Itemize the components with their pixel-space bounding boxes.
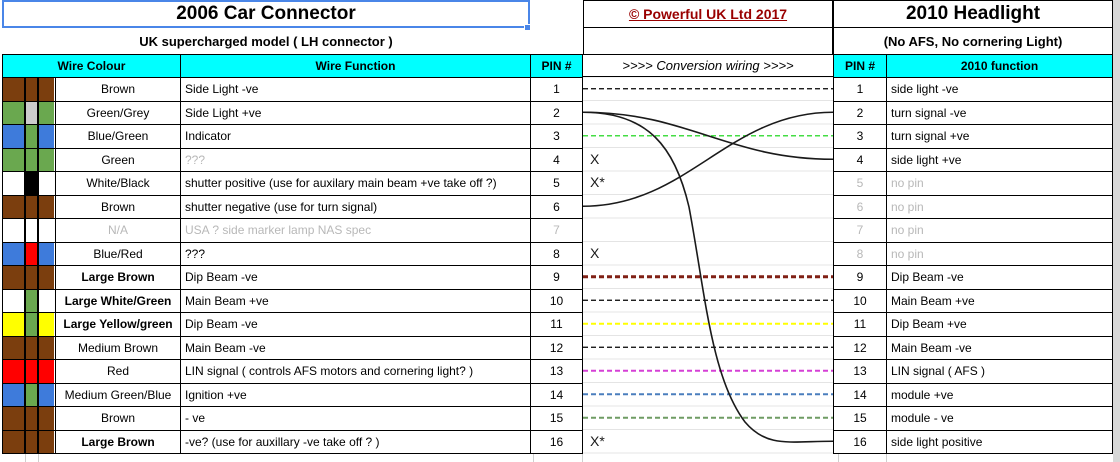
wire-colour-name[interactable]: Medium Brown — [56, 337, 181, 361]
left-title-cell[interactable]: 2006 Car Connector — [2, 0, 530, 28]
wire-colour-name[interactable]: White/Black — [56, 172, 181, 196]
headlight-function[interactable]: no pin — [887, 243, 1113, 267]
wire-colour-band-stripe — [24, 149, 39, 172]
wire-colour-band-stripe — [24, 125, 39, 148]
headlight-function[interactable]: Dip Beam -ve — [887, 266, 1113, 290]
wire-colour-band-stripe — [24, 384, 39, 407]
wire-colour-band-stripe — [24, 266, 39, 289]
no-connection-mark: X — [590, 244, 600, 261]
wire-pin-number[interactable]: 9 — [531, 266, 583, 290]
wire-colour-band-outer — [39, 125, 54, 148]
wire-colour-band-outer — [3, 102, 24, 125]
header-wire-colour[interactable]: Wire Colour — [3, 55, 181, 78]
wire-function[interactable]: Indicator — [181, 125, 531, 149]
wire-pin-number[interactable]: 12 — [531, 337, 583, 361]
headlight-pin-number[interactable]: 5 — [834, 172, 887, 196]
wire-function[interactable]: Side Light +ve — [181, 102, 531, 126]
headlight-pin-number[interactable]: 4 — [834, 149, 887, 173]
wire-pin-number[interactable]: 5 — [531, 172, 583, 196]
wire-colour-swatch[interactable] — [3, 337, 56, 361]
wire-colour-band-outer — [3, 337, 24, 360]
wire-colour-name[interactable]: Blue/Green — [56, 125, 181, 149]
wire-colour-name[interactable]: Green — [56, 149, 181, 173]
headlight-function[interactable]: module - ve — [887, 407, 1113, 431]
headlight-function[interactable]: side light positive — [887, 431, 1113, 455]
wire-colour-band-outer — [3, 149, 24, 172]
wire-colour-swatch[interactable] — [3, 431, 56, 455]
headlight-pin-number[interactable]: 7 — [834, 219, 887, 243]
wire-pin-number[interactable]: 16 — [531, 431, 583, 455]
wire-colour-band-outer — [3, 78, 24, 101]
wire-colour-band-outer — [3, 431, 24, 454]
headlight-pin-number[interactable]: 3 — [834, 125, 887, 149]
wire-pin-number[interactable]: 14 — [531, 384, 583, 408]
wire-colour-band-outer — [3, 407, 24, 430]
wire-colour-swatch[interactable] — [3, 172, 56, 196]
gridline-stub — [533, 454, 534, 462]
wire-function[interactable]: USA ? side marker lamp NAS spec — [181, 219, 531, 243]
gridline-stub — [838, 454, 839, 462]
left-subtitle-cell[interactable]: UK supercharged model ( LH connector ) — [139, 33, 393, 49]
wire-colour-band-outer — [3, 266, 24, 289]
wire-colour-swatch[interactable] — [3, 360, 56, 384]
headlight-pin-number[interactable]: 12 — [834, 337, 887, 361]
wire-colour-name[interactable]: Brown — [56, 196, 181, 220]
wire-colour-band-outer — [39, 313, 54, 336]
wire-colour-band-outer — [39, 172, 54, 195]
wire-colour-name[interactable]: Brown — [56, 78, 181, 102]
headlight-function[interactable]: no pin — [887, 172, 1113, 196]
wire-pin-number[interactable]: 2 — [531, 102, 583, 126]
wire-colour-name[interactable]: Medium Green/Blue — [56, 384, 181, 408]
wire-colour-band-outer — [39, 431, 54, 454]
right-title-cell[interactable]: 2010 Headlight — [833, 0, 1113, 28]
wire-colour-band-stripe — [24, 219, 39, 242]
no-connection-mark: X* — [590, 174, 605, 190]
wire-colour-band-outer — [39, 78, 54, 101]
header-wire-function[interactable]: Wire Function — [181, 55, 531, 78]
header-pin-right[interactable]: PIN # — [834, 55, 887, 78]
header-2010-function[interactable]: 2010 function — [887, 55, 1113, 78]
wire-colour-band-stripe — [24, 102, 39, 125]
wire-colour-band-stripe — [24, 360, 39, 383]
headlight-pin-number[interactable]: 9 — [834, 266, 887, 290]
wire-colour-swatch[interactable] — [3, 125, 56, 149]
headlight-pin-number[interactable]: 2 — [834, 102, 887, 126]
wire-pin-number[interactable]: 13 — [531, 360, 583, 384]
wire-function[interactable]: Main Beam -ve — [181, 337, 531, 361]
headlight-function[interactable]: Dip Beam +ve — [887, 313, 1113, 337]
wire-colour-band-stripe — [24, 431, 39, 454]
headlight-function[interactable]: side light +ve — [887, 149, 1113, 173]
wire-colour-band-stripe — [24, 290, 39, 313]
headlight-pin-number[interactable]: 8 — [834, 243, 887, 267]
wire-colour-name[interactable]: N/A — [56, 219, 181, 243]
wire-colour-swatch[interactable] — [3, 196, 56, 220]
wire-colour-swatch[interactable] — [3, 102, 56, 126]
wire-function[interactable]: - ve — [181, 407, 531, 431]
wire-colour-band-outer — [39, 102, 54, 125]
wire-pin-number[interactable]: 6 — [531, 196, 583, 220]
headlight-function[interactable]: no pin — [887, 196, 1113, 220]
headlight-function[interactable]: Main Beam -ve — [887, 337, 1113, 361]
gridline-stub — [25, 454, 26, 462]
copyright-cell[interactable]: © Powerful UK Ltd 2017 — [583, 0, 833, 28]
wire-pin-number[interactable]: 15 — [531, 407, 583, 431]
headlight-pin-number[interactable]: 6 — [834, 196, 887, 220]
wire-colour-band-outer — [39, 407, 54, 430]
wire-colour-name[interactable]: Brown — [56, 407, 181, 431]
wire-colour-band-outer — [39, 243, 54, 266]
wire-pin-number[interactable]: 7 — [531, 219, 583, 243]
headlight-function[interactable]: side light -ve — [887, 78, 1113, 102]
wire-colour-name[interactable]: Large Yellow/green — [56, 313, 181, 337]
wire-colour-band-stripe — [24, 78, 39, 101]
right-headlight-table — [833, 54, 1113, 454]
wire-function[interactable]: Dip Beam -ve — [181, 313, 531, 337]
wire-function[interactable]: -ve? (use for auxillary -ve take off ? ) — [181, 431, 531, 455]
wire-function[interactable]: Dip Beam -ve — [181, 266, 531, 290]
right-subtitle-cell[interactable]: (No AFS, No cornering Light) — [833, 28, 1113, 54]
wire-function[interactable]: Side Light -ve — [181, 78, 531, 102]
wire-pin-number[interactable]: 8 — [531, 243, 583, 267]
wire-colour-band-stripe — [24, 172, 39, 195]
wire-pin-number[interactable]: 3 — [531, 125, 583, 149]
wire-colour-band-outer — [3, 360, 24, 383]
wire-colour-band-outer — [3, 172, 24, 195]
wire-colour-band-stripe — [24, 196, 39, 219]
wire-colour-band-outer — [39, 219, 54, 242]
headlight-pin-number[interactable]: 1 — [834, 78, 887, 102]
no-connection-mark: X* — [590, 432, 605, 449]
wire-colour-swatch[interactable] — [3, 290, 56, 314]
wire-colour-band-outer — [3, 219, 24, 242]
wire-colour-name[interactable]: Blue/Red — [56, 243, 181, 267]
gridline-stub — [886, 454, 887, 462]
wire-colour-band-outer — [39, 360, 54, 383]
wire-pin-number[interactable]: 11 — [531, 313, 583, 337]
headlight-function[interactable]: Main Beam +ve — [887, 290, 1113, 314]
wiring-lines-svg — [583, 77, 833, 454]
headlight-function[interactable]: turn signal -ve — [887, 102, 1113, 126]
headlight-function[interactable]: turn signal +ve — [887, 125, 1113, 149]
headlight-function[interactable]: module +ve — [887, 384, 1113, 408]
wire-colour-band-stripe — [24, 313, 39, 336]
headlight-pin-number[interactable]: 15 — [834, 407, 887, 431]
wire-function[interactable]: ??? — [181, 149, 531, 173]
headlight-function[interactable]: no pin — [887, 219, 1113, 243]
wire-colour-swatch[interactable] — [3, 219, 56, 243]
sheet-edge-strip — [1113, 0, 1120, 462]
wire-colour-band-stripe — [24, 337, 39, 360]
no-connection-mark: X — [590, 150, 600, 167]
wire-colour-band-outer — [39, 149, 54, 172]
wire-colour-band-outer — [3, 313, 24, 336]
wire-colour-band-outer — [3, 290, 24, 313]
wire-function[interactable]: LIN signal ( controls AFS motors and cornering light? ) — [181, 360, 531, 384]
headlight-pin-number[interactable]: 11 — [834, 313, 887, 337]
wire-pin-number[interactable]: 1 — [531, 78, 583, 102]
wire-colour-band-outer — [3, 384, 24, 407]
wire-colour-band-stripe — [24, 407, 39, 430]
conversion-wiring-area — [583, 77, 833, 454]
left-connector-table — [2, 54, 583, 454]
wire-colour-swatch[interactable] — [3, 243, 56, 267]
wire-colour-band-stripe — [24, 243, 39, 266]
wire-colour-band-outer — [39, 384, 54, 407]
wire-colour-name[interactable]: Large Brown — [56, 266, 181, 290]
headlight-pin-number[interactable]: 16 — [834, 431, 887, 455]
wire-function[interactable]: Main Beam +ve — [181, 290, 531, 314]
gridline-stub — [38, 454, 39, 462]
header-pin-left[interactable]: PIN # — [531, 55, 583, 78]
wire-function[interactable]: ??? — [181, 243, 531, 267]
headlight-pin-number[interactable]: 13 — [834, 360, 887, 384]
wire-colour-name[interactable]: Red — [56, 360, 181, 384]
wire-colour-band-outer — [39, 290, 54, 313]
wire-colour-band-outer — [39, 196, 54, 219]
wire-colour-swatch[interactable] — [3, 78, 56, 102]
wire-pin-number[interactable]: 4 — [531, 149, 583, 173]
headlight-pin-number[interactable]: 14 — [834, 384, 887, 408]
wire-colour-swatch[interactable] — [3, 407, 56, 431]
wire-function[interactable]: shutter negative (use for turn signal) — [181, 196, 531, 220]
wire-colour-name[interactable]: Large Brown — [56, 431, 181, 455]
wire-pin-number[interactable]: 10 — [531, 290, 583, 314]
wire-function[interactable]: shutter positive (use for auxilary main beam +ve take off ?) — [181, 172, 531, 196]
middle-empty-cell[interactable] — [583, 28, 833, 54]
wire-colour-swatch[interactable] — [3, 384, 56, 408]
gridline-stub — [582, 454, 583, 462]
wire-colour-name[interactable]: Large White/Green — [56, 290, 181, 314]
conversion-wiring-header[interactable]: >>>> Conversion wiring >>>> — [583, 54, 833, 77]
wire-function[interactable]: Ignition +ve — [181, 384, 531, 408]
headlight-function[interactable]: LIN signal ( AFS ) — [887, 360, 1113, 384]
wire-colour-band-outer — [39, 337, 54, 360]
wire-colour-name[interactable]: Green/Grey — [56, 102, 181, 126]
wire-colour-band-outer — [3, 196, 24, 219]
wire-colour-band-outer — [3, 243, 24, 266]
wire-colour-swatch[interactable] — [3, 313, 56, 337]
headlight-pin-number[interactable]: 10 — [834, 290, 887, 314]
wire-colour-band-outer — [3, 125, 24, 148]
wire-colour-band-outer — [39, 266, 54, 289]
wire-colour-swatch[interactable] — [3, 266, 56, 290]
wire-colour-swatch[interactable] — [3, 149, 56, 173]
